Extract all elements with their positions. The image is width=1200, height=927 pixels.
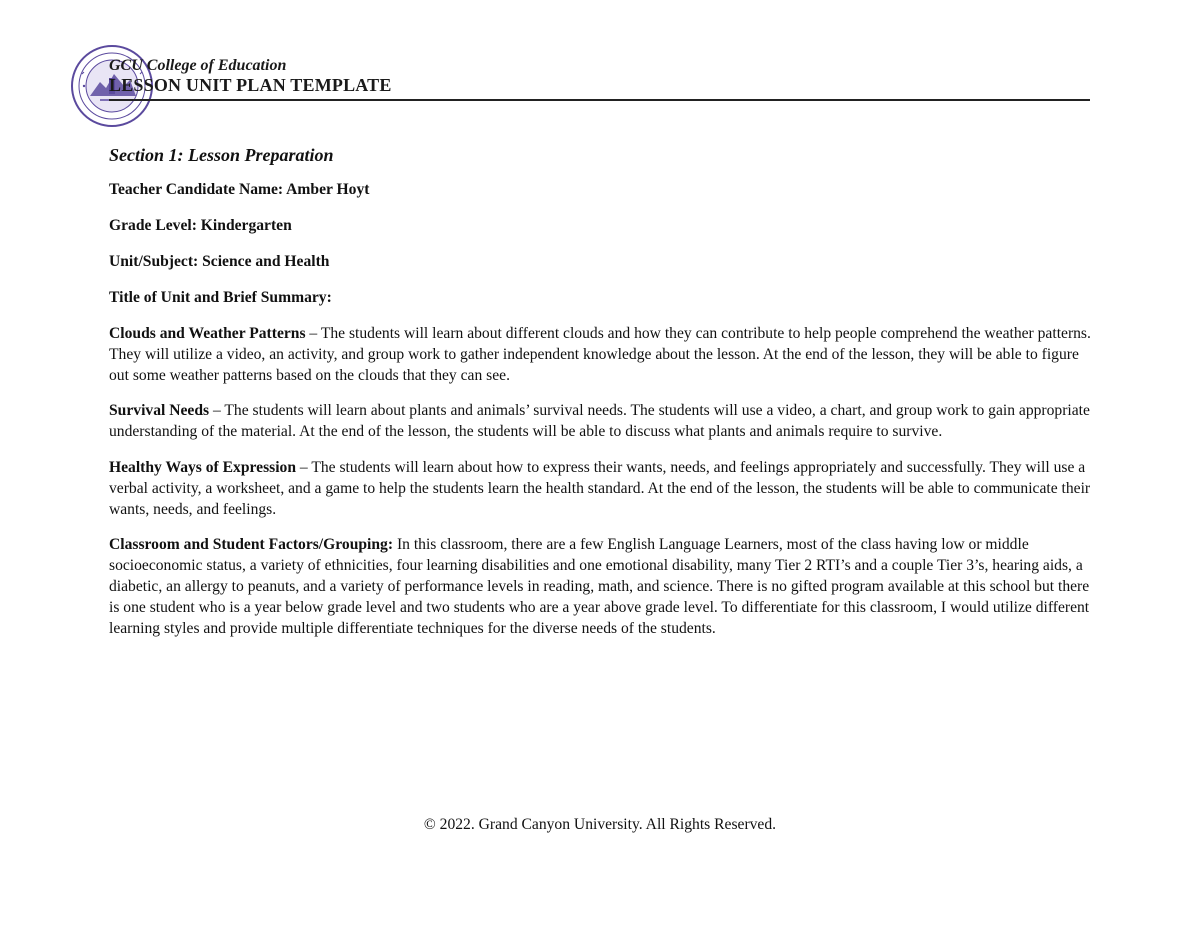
college-name: GCU College of Education	[109, 57, 287, 74]
grade-level-field: Grade Level: Kindergarten	[109, 217, 292, 234]
paragraph-body: – The students will learn about plants and animals’ survival needs. The students will use a video, a chart, and group work to gain appropriate understanding of the material. At the end of the lesson, the students will be able to discuss what plants and animals require to survive.	[109, 402, 1090, 441]
paragraph-body: – The students will learn about different clouds and how they can contribute to help people comprehend the weather patterns. They will utilize a video, an activity, and group work to gather independent knowledge about the lesson. At the end of the lesson, they will be able to figure out some weather patterns based on the clouds that they can see.	[109, 325, 1091, 384]
paragraph-body: In this classroom, there are a few English Language Learners, most of the class having low or middle socioeconomic status, a variety of ethnicities, four learning disabilities and one emotional disability, many Tier 2 RTI’s and a couple Tier 3’s, hearing aids, a diabetic, an allergy to peanuts, and a variety of performance levels in reading, math, and science. There is no gifted program available at this school but there is one student who is a year below grade level and two students who are a year above grade level. To differentiate for this classroom, I would utilize different learning styles and provide multiple differentiate techniques for the diverse needs of the students.	[109, 536, 1090, 637]
classroom-factors-paragraph	[109, 535, 1094, 639]
copyright-footer: © 2022. Grand Canyon University. All Rights Reserved.	[423, 816, 777, 833]
header-divider	[109, 99, 1090, 101]
teacher-name-field: Teacher Candidate Name: Amber Hoyt	[109, 181, 370, 198]
paragraph-title: Clouds and Weather Patterns	[109, 325, 306, 342]
paragraph-title: Healthy Ways of Expression	[109, 458, 297, 476]
document-title: LESSON UNIT PLAN TEMPLATE	[109, 75, 392, 95]
paragraph-body: – The students will learn about how to express their wants, needs, and feelings appropriately and successfully. They will use a verbal activity, a worksheet, and a game to help the students learn the health standard. At the end of the lesson, the students will be able to communicate their wants, needs, and feelings.	[109, 458, 1091, 518]
unit-paragraph-survival	[109, 401, 1094, 443]
summary-label: Title of Unit and Brief Summary:	[109, 289, 332, 306]
unit-paragraph-expression	[109, 458, 1094, 520]
unit-subject-field: Unit/Subject: Science and Health	[109, 253, 330, 270]
paragraph-title: Survival Needs	[109, 402, 210, 420]
paragraph-title: Classroom and Student Factors/Grouping:	[109, 536, 394, 554]
section-heading: Section 1: Lesson Preparation	[109, 145, 334, 165]
unit-paragraph-clouds	[109, 324, 1094, 386]
document-header	[109, 57, 1090, 95]
lesson-preparation-section	[109, 144, 1094, 654]
